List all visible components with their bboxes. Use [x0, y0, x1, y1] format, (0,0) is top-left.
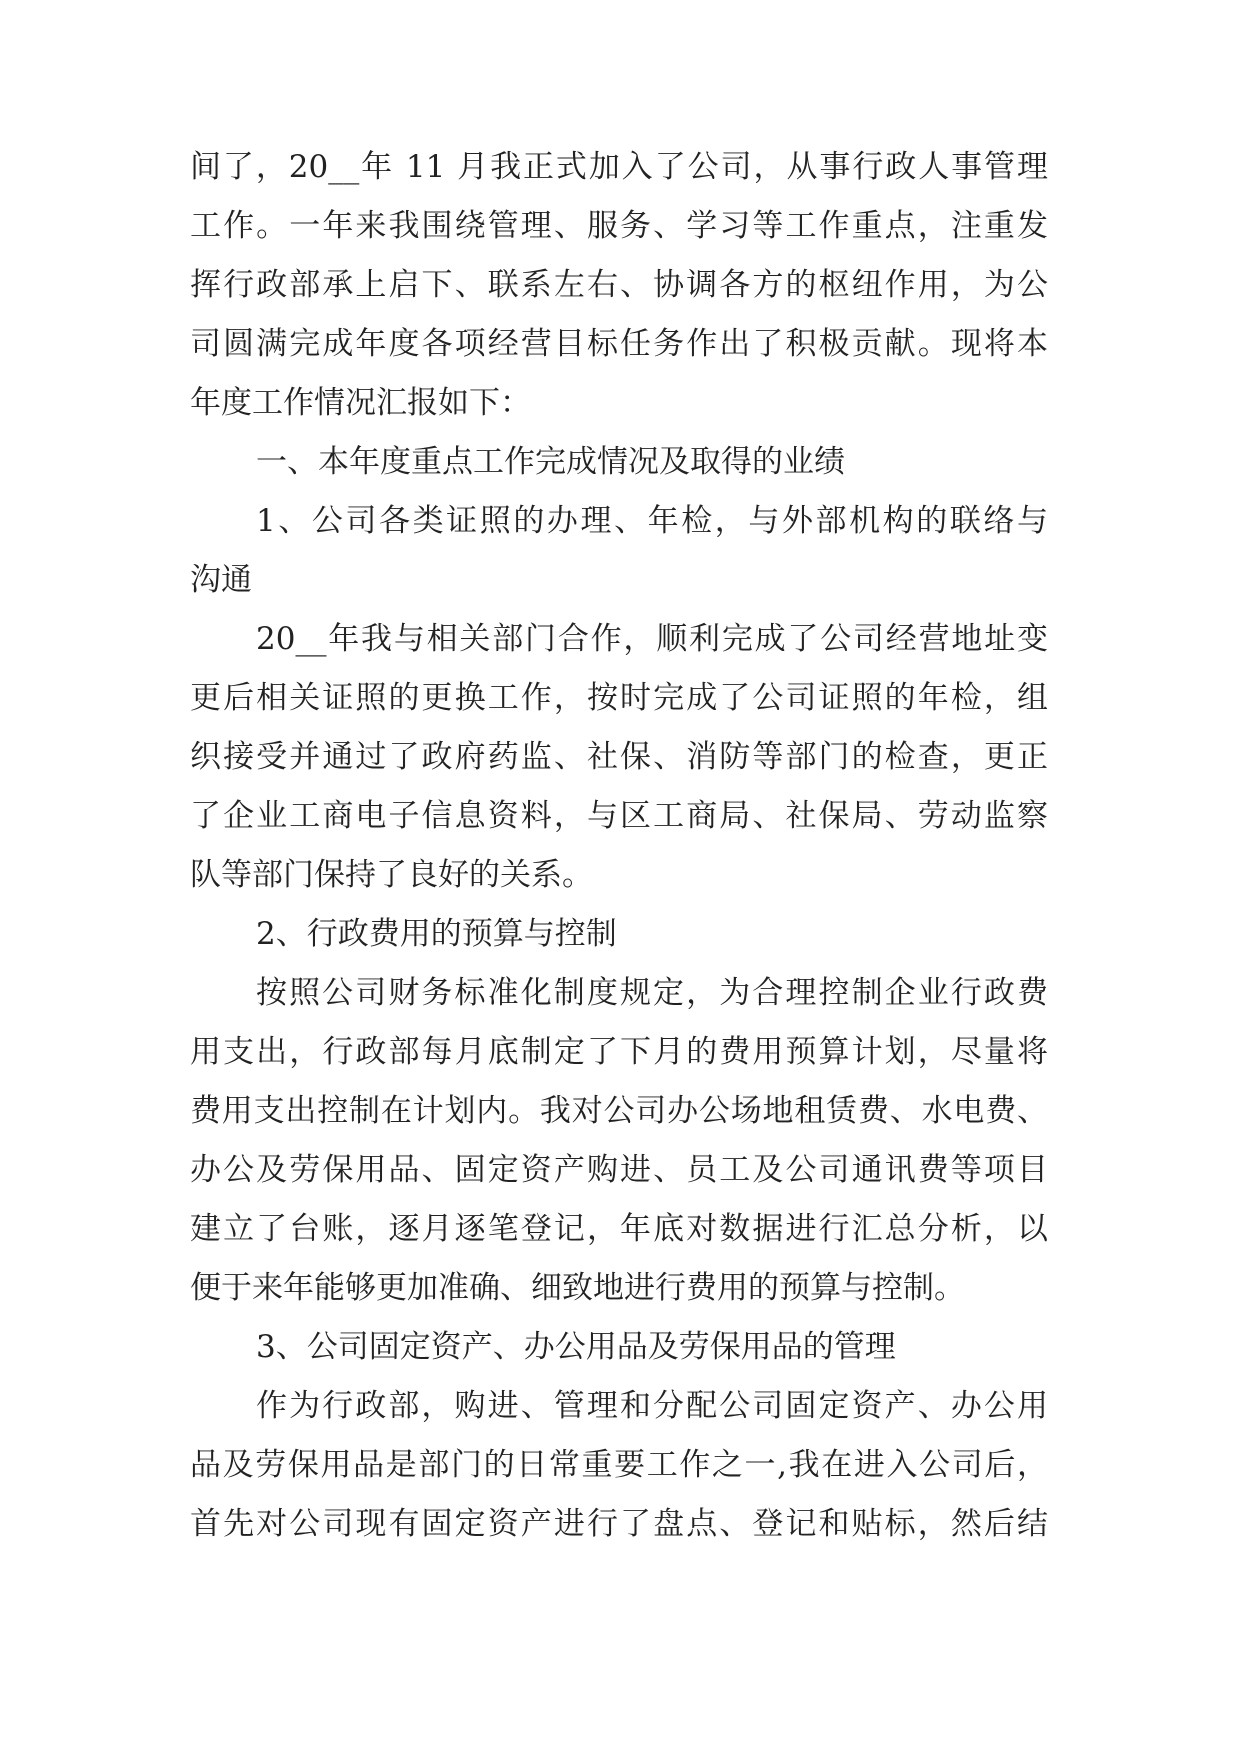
- paragraph-line: 办公及劳保用品、固定资产购进、员工及公司通讯费等项目: [190, 1152, 1048, 1188]
- paragraph-line: 工作。一年来我围绕管理、服务、学习等工作重点，注重发: [190, 208, 1048, 244]
- paragraph-line: 间了，20__年 11 月我正式加入了公司，从事行政人事管理: [190, 149, 1048, 185]
- paragraph-line: 品及劳保用品是部门的日常重要工作之一,我在进入公司后，: [190, 1447, 1048, 1483]
- paragraph-line: 更后相关证照的更换工作，按时完成了公司证照的年检，组: [190, 680, 1048, 716]
- subsection-heading: 1、公司各类证照的办理、年检，与外部机构的联络与: [256, 503, 1048, 539]
- paragraph-line: 作为行政部，购进、管理和分配公司固定资产、办公用: [256, 1388, 1048, 1424]
- paragraph-line: 用支出，行政部每月底制定了下月的费用预算计划，尽量将: [190, 1034, 1048, 1070]
- subsection-heading: 3、公司固定资产、办公用品及劳保用品的管理: [256, 1329, 896, 1365]
- subsection-heading: 沟通: [190, 562, 252, 598]
- paragraph-line: 建立了台账，逐月逐笔登记，年底对数据进行汇总分析，以: [190, 1211, 1048, 1247]
- paragraph-line: 便于来年能够更加准确、细致地进行费用的预算与控制。: [190, 1270, 965, 1306]
- paragraph-line: 司圆满完成年度各项经营目标任务作出了积极贡献。现将本: [190, 326, 1048, 362]
- paragraph-line: 首先对公司现有固定资产进行了盘点、登记和贴标，然后结: [190, 1506, 1048, 1542]
- section-heading: 一、本年度重点工作完成情况及取得的业绩: [256, 444, 845, 480]
- subsection-heading: 2、行政费用的预算与控制: [256, 916, 617, 952]
- paragraph-line: 了企业工商电子信息资料，与区工商局、社保局、劳动监察: [190, 798, 1048, 834]
- paragraph-line: 织接受并通过了政府药监、社保、消防等部门的检查，更正: [190, 739, 1048, 775]
- paragraph-line: 年度工作情况汇报如下：: [190, 385, 531, 421]
- paragraph-line: 20__年我与相关部门合作，顺利完成了公司经营地址变: [256, 621, 1048, 657]
- paragraph-line: 队等部门保持了良好的关系。: [190, 857, 593, 893]
- paragraph-line: 挥行政部承上启下、联系左右、协调各方的枢纽作用，为公: [190, 267, 1048, 303]
- paragraph-line: 按照公司财务标准化制度规定，为合理控制企业行政费: [256, 975, 1048, 1011]
- paragraph-line: 费用支出控制在计划内。我对公司办公场地租赁费、水电费、: [190, 1093, 1048, 1129]
